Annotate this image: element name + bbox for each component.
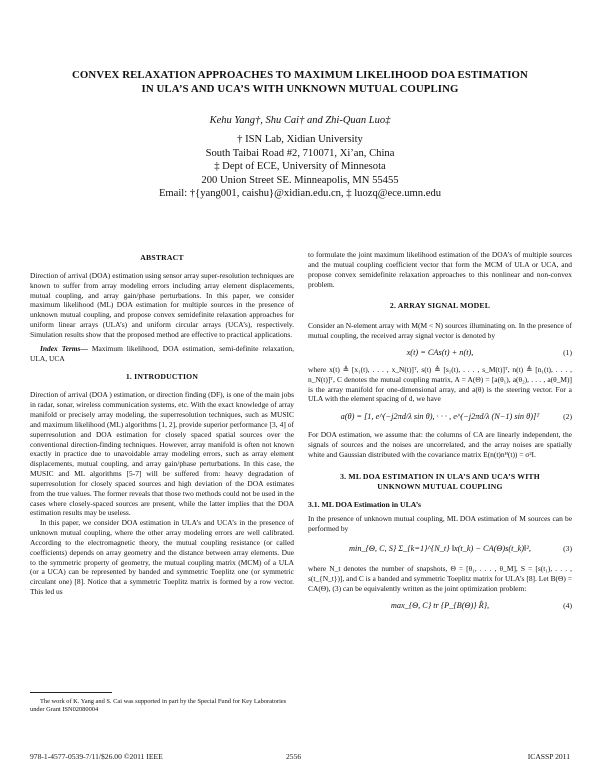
footer-conference: ICASSP 2011 <box>527 752 570 761</box>
affiliation-line: 200 Union Street SE. Minneapolis, MN 55455 <box>201 174 399 186</box>
model-heading: 2. ARRAY SIGNAL MODEL <box>389 301 491 311</box>
subsection-heading: 3.1. ML DOA Estimation in ULA’s <box>308 499 421 509</box>
index-terms <box>30 344 294 364</box>
equation-4 <box>308 594 572 618</box>
title-line-1: CONVEX RELAXATION APPROACHES TO MAXIMUM LIKELIHOOD DOA ESTIMATION <box>72 69 528 81</box>
equation-1 <box>308 341 572 365</box>
intro-continuation: to formulate the joint maximum likelihood estimation of the DOA’s of multiple sources and the mutual coupling coefficient vector that form the MCM of ULA or UCA, and propose convex semidefinite relaxation approaches to this nonlinear and non-convex problem. <box>308 250 572 289</box>
model-paragraph-2: where x(t) ≜ [x₁(t), . . . , x_N(t)]ᵀ, s(t) ≜ [s₁(t), . . . , s_M(t)]ᵀ, n(t) ≜ [n₁(t), . . . , n_N(t)]ᵀ, C denotes the mutual coupling matrix, A = A(Θ) = [a(θ₁), a(θ₂), . . . , a(θ_M)] is the array manifold for one-dimensional array, and a(θ) is the steering vector. For a ULA with the element spacing of d, we have <box>308 364 572 404</box>
affiliations <box>40 133 560 201</box>
equation-3-number: (3) <box>563 544 572 554</box>
equation-2 <box>308 404 572 430</box>
right-column <box>308 250 572 618</box>
paper-title <box>40 68 560 96</box>
abstract-text: Direction of arrival (DOA) estimation using sensor array super-resolution techniques are known to suffer from array modeling errors including array element displacements, mutual coupling, and array gain/phase perturbations. In this paper, we consider maximum likelihood (ML) DOA estimation for multiple sources in the presence of unknown mutual coupling, and propose convex semidefinite relaxation approaches for uniform linear arrays (ULA’s) and uniform circular arrays (UCA’s), respectively. Simulation results show that the proposed method are effective to practical applications. <box>30 270 294 339</box>
affiliation-line: South Taibai Road #2, 710071, Xi’an, China <box>205 147 395 159</box>
ml-paragraph-1: In the presence of unknown mutual coupling, ML DOA estimation of M sources can be performed by <box>308 514 572 534</box>
left-column <box>30 253 294 597</box>
ml-heading <box>308 472 572 492</box>
footnote-text: The work of K. Yang and S. Cai was supported in part by the Special Fund for Key Laboratories under Grant ISN02080004 <box>30 698 287 714</box>
equation-2-body: a(θ) = [1, e^(−j2πd/λ sin θ), · · · , e^(−j2πd/λ (N−1) sin θ)]ᵀ <box>340 412 540 422</box>
title-line-2: IN ULA’S AND UCA’S WITH UNKNOWN MUTUAL COUPLING <box>141 83 459 95</box>
affiliation-line: ‡ Dept of ECE, University of Minnesota <box>214 161 386 173</box>
affiliation-line: † ISN Lab, Xidian University <box>237 134 363 145</box>
email-line: Email: †{yang001, caishu}@xidian.edu.cn, ‡ luozq@ece.umn.edu <box>158 188 442 200</box>
ml-heading-line-1: 3. ML DOA ESTIMATION IN ULA’S AND UCA’S WITH <box>340 471 540 481</box>
equation-4-body: max_{Θ, C} tr {P_{B(Θ)} R̂}, <box>390 600 490 610</box>
index-terms-text: Maximum likelihood, DOA estimation, semi-definite relaxation, ULA, UCA <box>30 343 295 363</box>
footnote-rule <box>30 692 112 693</box>
abstract-heading: ABSTRACT <box>140 253 184 262</box>
intro-paragraph-2: In this paper, we consider DOA estimation in ULA’s and UCA’s in the presence of unknown mutual coupling, where the other array modeling errors are well calibrated. According to the electromagnetic theory, the mutual coupling resistance (or called coefficients) depends on array geometry and the distance between array elements. Due to the symmetric property of geometry, the mutual coupling matrix (MCM) of a ULA (or a UCA) can be represented by banded and symmetric Toeplitz one (or symmetric circulant one) [8]. Notice that a symmetric Toeplitz matrix is formed by a row vector. This led us <box>30 518 294 597</box>
equation-3 <box>308 534 572 564</box>
authors: Kehu Yang†, Shu Cai† and Zhi-Quan Luo‡ <box>209 115 391 126</box>
equation-3-body: min_{Θ, C, S} Σ_{k=1}^{N_t} ‖x(t_k) − CA(Θ)s(t_k)‖², <box>349 544 531 554</box>
ml-paragraph-2: where N_t denotes the number of snapshots, Θ = [θ₁, . . . , θ_M], S = [s(t₁), . . . , s(t_{N_t})], and C is a banded and symmetric Toeplitz matrix for ULA’s [8]. Let B(Θ) = CA(Θ), (3) can be equivalently written as the joint optimization problem: <box>308 564 572 593</box>
equation-2-number: (2) <box>563 412 572 422</box>
index-terms-label: Index Terms— <box>40 343 88 353</box>
page-number: 2556 <box>286 752 302 761</box>
intro-paragraph-1: Direction of arrival (DOA ) estimation, or direction finding (DF), is one of the main jobs in radar, sonar, wireless communication systems, etc. With the exact knowledge of array manifold or precisely array modeling, the superresolution techniques, such as MUSIC and maximum likelihood (ML) algorithms [1, 2], provide superior performance [3, 4] of superresolution and DOA estimation for closely spaced spatial sources over the conventional direction-finding techniques. However, array manifold is often not known exactly in practice due to unavoidable array modeling errors, such as array element displacements, mutual coupling, and array gain/phase perturbations. In this case, the MUSIC and ML algorithms [5-7] will be suffered from: heavy degradation of superresolution for closely spaced sources and high deviation of the DOA estimates from the true values. The former reveals that those two methods could not be used in the cases where closely-spaced sources are present, while the latter implies that the DOA estimation results may be useless. <box>30 390 294 518</box>
footnote <box>30 698 294 715</box>
equation-4-number: (4) <box>563 600 572 610</box>
ml-heading-line-2: UNKNOWN MUTUAL COUPLING <box>377 481 503 491</box>
equation-1-number: (1) <box>563 347 572 357</box>
introduction-heading: 1. INTRODUCTION <box>125 372 199 382</box>
footer-copyright: 978-1-4577-0539-7/11/$26.00 ©2011 IEEE <box>30 752 163 761</box>
model-paragraph-3: For DOA estimation, we assume that: the columns of CA are linearly independent, the signals of sources and the noises are uncorrelated, and the array noises are spatially white and Gaussian distributed with the covariance matrix E(n(t)nᴴ(t)) = σ²I. <box>308 430 572 459</box>
model-paragraph-1: Consider an N-element array with M(M < N) sources illuminating on. In the presence of mutual coupling, the received array signal vector is denoted by <box>308 321 572 341</box>
equation-1-body: x(t) = CAs(t) + n(t), <box>406 347 474 357</box>
